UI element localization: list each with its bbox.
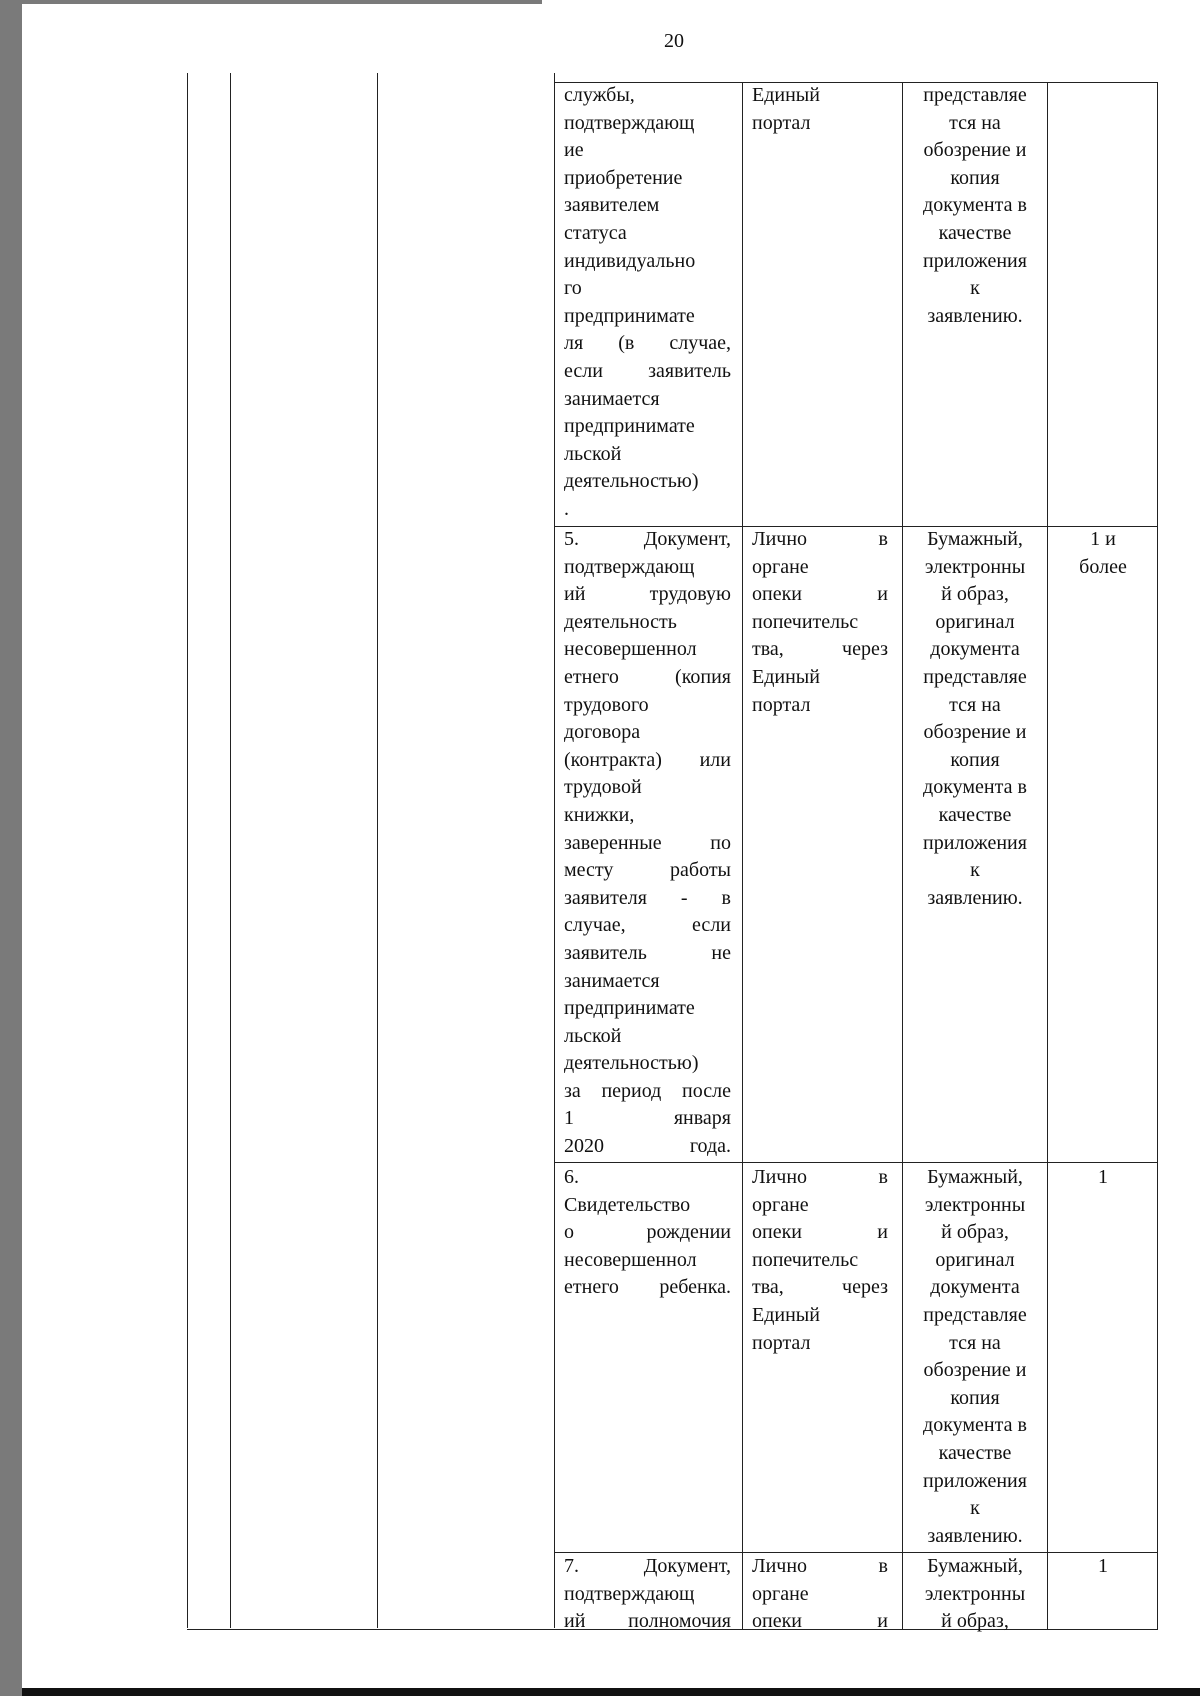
cell-line: попечительс [752, 610, 859, 633]
cell-line: Единый [752, 1303, 820, 1326]
cell-line: качестве [938, 221, 1012, 244]
cell-line: тва, через [752, 1276, 888, 1299]
cell-line: за период после [564, 1079, 731, 1102]
cell-line: заявителем [564, 194, 660, 217]
cell-method-row5 [750, 526, 890, 719]
cell-line: копия [950, 166, 1000, 189]
cell-line: заявлению. [927, 1524, 1023, 1547]
cell-line: месту работы [564, 859, 731, 882]
cell-line: органе [752, 1193, 809, 1216]
cell-line: 1 [1098, 1166, 1108, 1188]
cell-line: . [564, 497, 569, 520]
cell-line: опеки и [752, 1221, 888, 1244]
cell-line: трудового [564, 693, 649, 716]
cell-form-row6 [910, 1164, 1040, 1550]
cell-quantity-row7 [1053, 1553, 1153, 1581]
cell-line: представляе [923, 1303, 1027, 1326]
cell-line: приложения [923, 1469, 1027, 1492]
cell-method-row6 [750, 1164, 890, 1357]
cell-line: ие [564, 139, 584, 162]
cell-line: предпринимате [564, 415, 695, 438]
cell-line: тва, через [752, 638, 888, 661]
cell-line: несовершеннол [564, 638, 697, 661]
cell-line: тся на [949, 693, 1001, 716]
cell-line: Лично в [752, 1166, 888, 1188]
cell-line: ий трудовую [564, 583, 731, 606]
cell-quantity-row6 [1053, 1164, 1153, 1192]
cell-line: документа в [923, 194, 1027, 217]
cell-line: заявлению. [927, 886, 1023, 909]
cell-line: к [970, 859, 980, 882]
cell-line: более [1079, 555, 1127, 578]
table-column-divider [377, 73, 378, 1628]
cell-line: етнего (копия [564, 665, 731, 688]
cell-line: подтверждающ [564, 111, 695, 134]
cell-line: оригинал [935, 1248, 1015, 1271]
cell-document-row5 [560, 526, 735, 1161]
cell-line: занимается [564, 969, 660, 992]
cell-line: 1 и [1090, 528, 1116, 550]
cell-line: ий полномочия [564, 1610, 731, 1633]
cell-form-continued [910, 82, 1040, 330]
cell-line: документа [930, 1276, 1020, 1299]
cell-line: случае, если [564, 914, 731, 937]
cell-line: тся на [949, 1331, 1001, 1354]
cell-line: й образ, [941, 1610, 1009, 1633]
cell-line: Лично в [752, 528, 888, 550]
cell-line: подтверждающ [564, 1582, 695, 1605]
cell-line: электронны [924, 1582, 1026, 1605]
table-border-right [1157, 82, 1158, 1630]
cell-line: 1 [1098, 1555, 1108, 1577]
cell-line: Единый [752, 84, 820, 106]
scan-bottom-border [22, 1688, 1200, 1696]
cell-line: несовершеннол [564, 1248, 697, 1271]
cell-method-row7 [750, 1553, 890, 1636]
cell-line: документа в [923, 1414, 1027, 1437]
cell-line: заявлению. [927, 304, 1023, 327]
cell-line: индивидуально [564, 249, 696, 272]
cell-line: Лично в [752, 1555, 888, 1577]
cell-line: заявителя - в [564, 886, 731, 909]
cell-line: органе [752, 1582, 809, 1605]
table-column-divider [902, 82, 903, 1630]
cell-line: деятельностью) [564, 470, 699, 493]
cell-line: предпринимате [564, 304, 695, 327]
cell-line: опеки и [752, 583, 888, 606]
cell-line: етнего ребенка. [564, 1276, 731, 1299]
cell-line: (контракта) или [564, 748, 731, 771]
cell-line: представляе [923, 665, 1027, 688]
scan-top-border [22, 0, 542, 4]
cell-line: обозрение и [923, 721, 1027, 744]
cell-form-row5 [910, 526, 1040, 912]
scan-left-border [0, 0, 22, 1696]
cell-line: если заявитель [564, 359, 731, 382]
cell-line: копия [950, 1386, 1000, 1409]
table-column-divider [554, 73, 555, 1628]
cell-line: тся на [949, 111, 1001, 134]
cell-line: Свидетельство [564, 1193, 691, 1216]
cell-line: деятельностью) [564, 1052, 699, 1075]
cell-line: копия [950, 748, 1000, 771]
cell-line: подтверждающ [564, 555, 695, 578]
table-column-divider [1047, 82, 1048, 1630]
cell-line: Бумажный, [927, 1166, 1023, 1188]
cell-line: портал [752, 693, 811, 716]
cell-line: приложения [923, 831, 1027, 854]
cell-line: Бумажный, [927, 1555, 1023, 1577]
cell-line: обозрение и [923, 1359, 1027, 1382]
cell-method-continued [750, 82, 890, 137]
cell-line: к [970, 277, 980, 300]
cell-line: 1 января [564, 1107, 731, 1130]
cell-line: приложения [923, 249, 1027, 272]
cell-line: 5. Документ, [564, 528, 731, 550]
cell-document-row6 [560, 1164, 735, 1302]
cell-line: опеки и [752, 1610, 888, 1633]
cell-line: статуса [564, 221, 627, 244]
table-column-divider [230, 73, 231, 1628]
cell-line: документа [930, 638, 1020, 661]
cell-line: попечительс [752, 1248, 859, 1271]
cell-line: портал [752, 1331, 811, 1354]
cell-line: приобретение [564, 166, 683, 189]
cell-line: Бумажный, [927, 528, 1023, 550]
cell-line: документа в [923, 776, 1027, 799]
cell-line: оригинал [935, 610, 1015, 633]
cell-line: качестве [938, 803, 1012, 826]
cell-line: го [564, 277, 582, 300]
cell-line: о рождении [564, 1221, 731, 1244]
cell-line: предпринимате [564, 997, 695, 1020]
cell-line: льской [564, 442, 622, 465]
cell-line: 2020 года. [564, 1135, 731, 1158]
cell-line: службы, [564, 84, 635, 106]
cell-line: электронны [924, 1193, 1026, 1216]
cell-line: качестве [938, 1441, 1012, 1464]
cell-line: льской [564, 1024, 622, 1047]
row-divider [554, 1162, 1157, 1163]
cell-line: заявитель не [564, 941, 731, 964]
cell-line: книжки, [564, 803, 635, 826]
cell-line: обозрение и [923, 139, 1027, 162]
cell-line: трудовой [564, 776, 642, 799]
cell-line: й образ, [941, 583, 1009, 606]
cell-document-row7 [560, 1553, 735, 1636]
cell-line: 7. Документ, [564, 1555, 731, 1577]
cell-line: договора [564, 721, 641, 744]
cell-line: Единый [752, 665, 820, 688]
cell-line: й образ, [941, 1221, 1009, 1244]
cell-document-continued [560, 82, 735, 524]
cell-line: 6. [564, 1166, 579, 1188]
cell-line: заверенные по [564, 831, 731, 854]
cell-line: органе [752, 555, 809, 578]
cell-line: электронны [924, 555, 1026, 578]
cell-line: ля (в случае, [564, 332, 731, 355]
table-border-left [187, 73, 188, 1628]
page-number: 20 [664, 30, 684, 52]
cell-line: занимается [564, 387, 660, 410]
cell-quantity-row5 [1053, 526, 1153, 581]
cell-line: представляе [923, 84, 1027, 106]
cell-line: деятельность [564, 610, 677, 633]
cell-form-row7 [910, 1553, 1040, 1636]
table-column-divider [742, 82, 743, 1630]
cell-line: к [970, 1497, 980, 1520]
cell-line: портал [752, 111, 811, 134]
